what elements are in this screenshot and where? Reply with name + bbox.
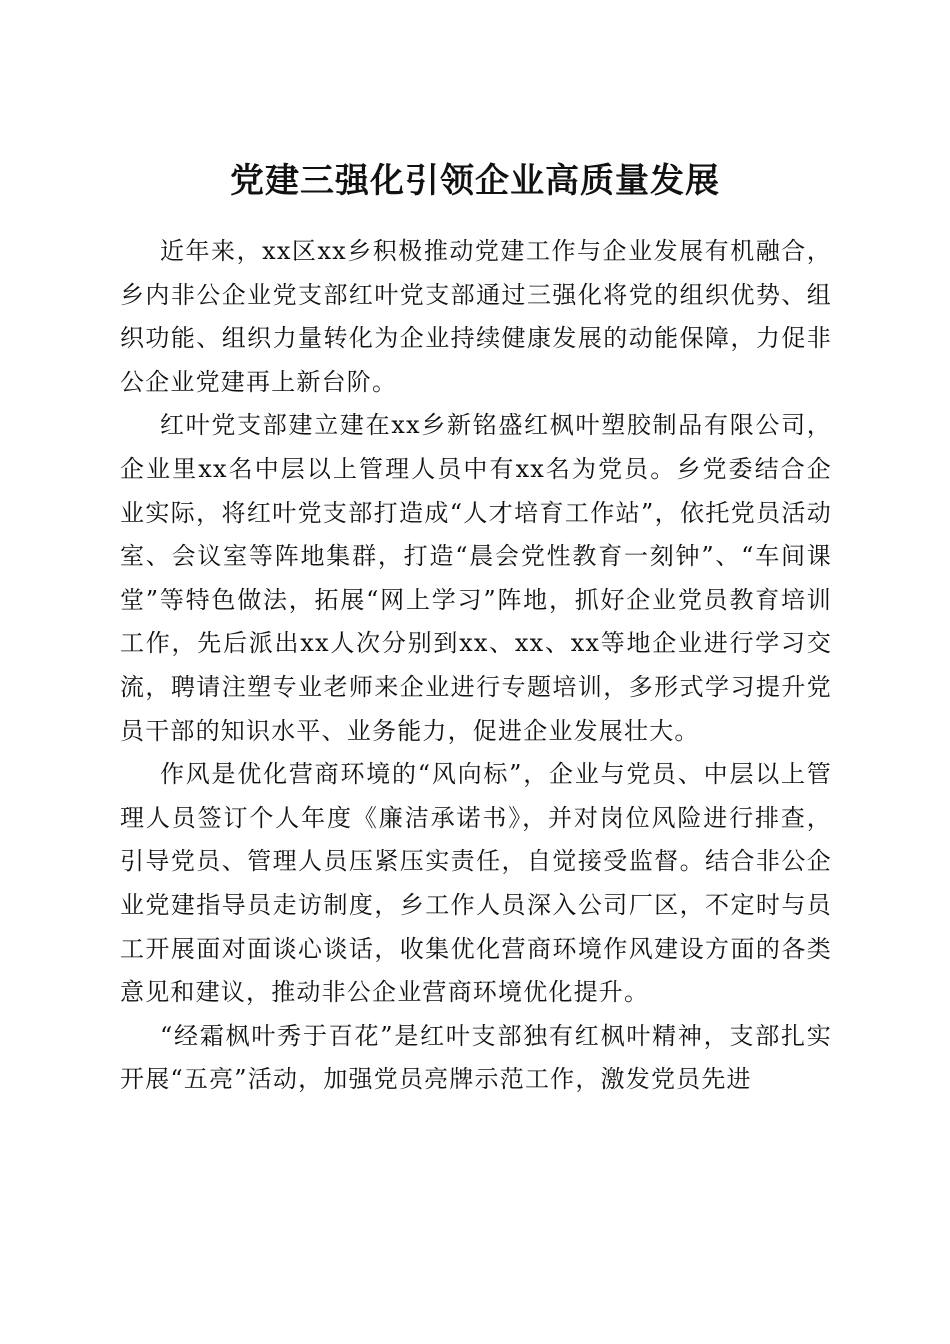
paragraph: 红叶党支部建立建在xx乡新铭盛红枫叶塑胶制品有限公司，企业里xx名中层以上管理人员中有xx名为党员。乡党委结合企业实际，将红叶党支部打造成“人才培育工作站”，依托党员活动室、会议室等阵地集群，打造“晨会党性教育一刻钟”、“车间课堂”等特色做法，拓展“网上学习”阵地，抓好企业党员教育培训工作，先后派出xx人次分别到xx、xx、xx等地企业进行学习交流，聘请注塑专业老师来企业进行专题培训，多形式学习提升党员干部的知识水平、业务能力，促进企业发展壮大。 bbox=[120, 411, 832, 745]
paragraph: 近年来，xx区xx乡积极推动党建工作与企业发展有机融合，乡内非公企业党支部红叶党支部通过三强化将党的组织优势、组织功能、组织力量转化为企业持续健康发展的动能保障，力促非公企业党建再上新台阶。 bbox=[120, 237, 832, 396]
paragraph: 作风是优化营商环境的“风向标”，企业与党员、中层以上管理人员签订个人年度《廉洁承诺书》，并对岗位风险进行排查，引导党员、管理人员压紧压实责任，自觉接受监督。结合非公企业党建指导员走访制度，乡工作人员深入公司厂区，不定时与员工开展面对面谈心谈话，收集优化营商环境作风建设方面的各类意见和建议，推动非公企业营商环境优化提升。 bbox=[120, 760, 832, 1007]
document-title: 党建三强化引领企业高质量发展 bbox=[230, 160, 720, 201]
document-body bbox=[120, 230, 832, 1102]
paragraph: “经霜枫叶秀于百花”是红叶支部独有红枫叶精神，支部扎实开展“五亮”活动，加强党员亮牌示范工作，激发党员先进 bbox=[120, 1021, 832, 1094]
